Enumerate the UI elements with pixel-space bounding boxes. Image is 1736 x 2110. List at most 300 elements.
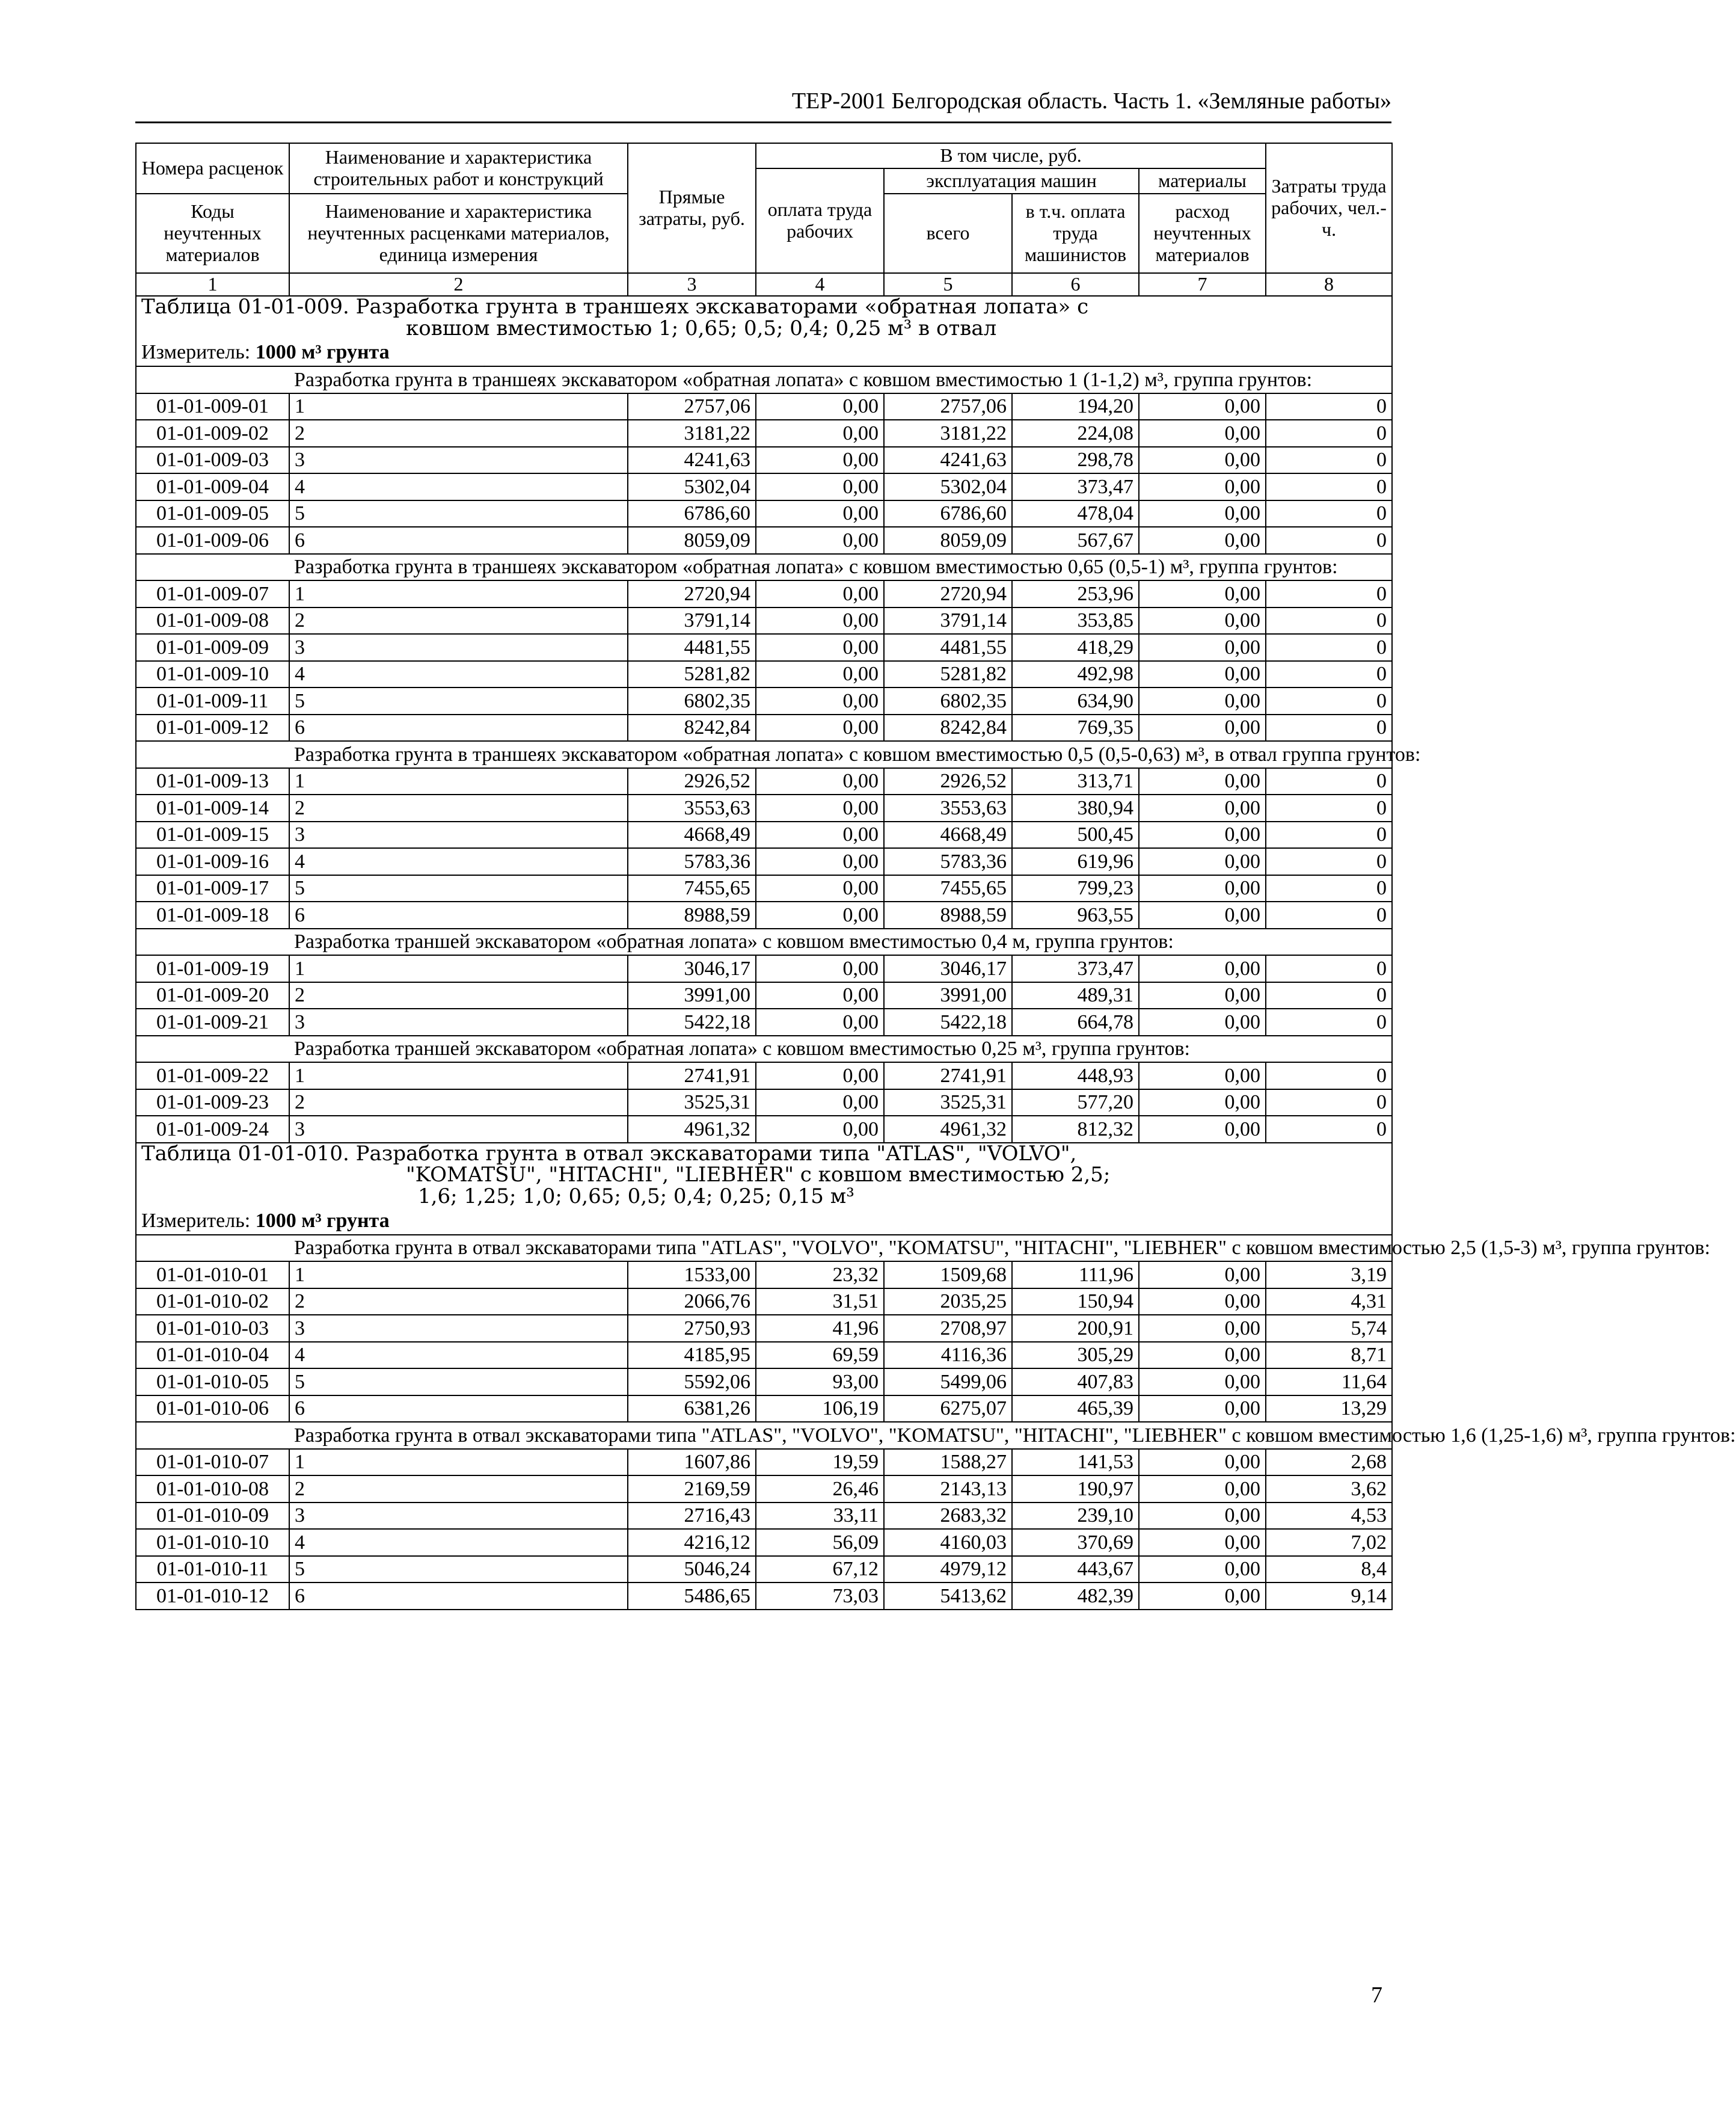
rate-code: 01-01-009-07 [136,580,289,607]
column-numbers-row [136,273,1392,296]
direct-costs: 4668,49 [628,822,756,849]
direct-costs: 5302,04 [628,473,756,500]
group-heading-row [136,1422,1392,1449]
wages: 41,96 [756,1315,884,1342]
wages: 0,00 [756,715,884,742]
machinist-wages: 141,53 [1012,1449,1139,1476]
labor-hours: 0 [1266,822,1392,849]
machines-total: 7455,65 [884,875,1012,902]
soil-group: 6 [289,902,628,929]
labor-hours: 0 [1266,607,1392,635]
table-row [136,580,1392,607]
rate-code: 01-01-009-10 [136,661,289,688]
machinist-wages: 150,94 [1012,1288,1139,1315]
table-row [136,527,1392,554]
rate-code: 01-01-009-22 [136,1062,289,1089]
direct-costs: 7455,65 [628,875,756,902]
machinist-wages: 577,20 [1012,1089,1139,1116]
group-heading: Разработка грунта в траншеях экскаватором «обратная лопата» с ковшом вместимостью 1 (1-1,2) м³, группа грунтов: [289,366,1392,393]
wages: 0,00 [756,768,884,795]
materials: 0,00 [1139,1449,1266,1476]
machines-total: 3991,00 [884,982,1012,1009]
labor-hours: 9,14 [1266,1582,1392,1610]
column-number: 4 [756,273,884,296]
direct-costs: 3525,31 [628,1089,756,1116]
direct-costs: 3791,14 [628,607,756,635]
wages: 73,03 [756,1582,884,1610]
machinist-wages: 963,55 [1012,902,1139,929]
table-row [136,1009,1392,1036]
labor-hours: 0 [1266,527,1392,554]
direct-costs: 2720,94 [628,580,756,607]
machinist-wages: 465,39 [1012,1395,1139,1423]
table-header [136,143,1392,296]
table-row [136,473,1392,500]
materials: 0,00 [1139,1288,1266,1315]
col-machinist-wages-header: в т.ч. оплата труда машинистов [1012,194,1139,273]
rate-code: 01-01-009-18 [136,902,289,929]
machinist-wages: 224,08 [1012,420,1139,447]
materials: 0,00 [1139,955,1266,982]
wages: 0,00 [756,822,884,849]
labor-hours: 0 [1266,875,1392,902]
materials: 0,00 [1139,1342,1266,1369]
direct-costs: 4185,95 [628,1342,756,1369]
machines-total: 3046,17 [884,955,1012,982]
table-title-line: ковшом вместимостью 1; 0,65; 0,5; 0,4; 0,25 м³ в отвал [406,316,997,340]
running-header-text: ТЕР-2001 Белгородская область. Часть 1. «Земляные работы» [791,88,1391,114]
direct-costs: 6802,35 [628,687,756,715]
wages: 0,00 [756,902,884,929]
table-row [136,715,1392,742]
materials: 0,00 [1139,875,1266,902]
materials: 0,00 [1139,1475,1266,1503]
rate-code: 01-01-009-15 [136,822,289,849]
machinist-wages: 482,39 [1012,1582,1139,1610]
wages: 0,00 [756,1009,884,1036]
rate-code: 01-01-009-09 [136,634,289,661]
soil-group: 6 [289,1582,628,1610]
rate-code: 01-01-009-20 [136,982,289,1009]
measure-label: Измеритель: [141,341,251,364]
rate-code: 01-01-009-16 [136,848,289,875]
machines-total: 8988,59 [884,902,1012,929]
wages: 0,00 [756,848,884,875]
wages: 69,59 [756,1342,884,1369]
machinist-wages: 664,78 [1012,1009,1139,1036]
soil-group: 4 [289,473,628,500]
labor-hours: 2,68 [1266,1449,1392,1476]
rate-code: 01-01-010-06 [136,1395,289,1423]
group-heading-spacer [136,929,289,956]
soil-group: 2 [289,1089,628,1116]
direct-costs: 2169,59 [628,1475,756,1503]
materials: 0,00 [1139,527,1266,554]
wages: 19,59 [756,1449,884,1476]
machines-total: 4481,55 [884,634,1012,661]
rate-code: 01-01-009-01 [136,393,289,420]
table-row [136,1342,1392,1369]
labor-hours: 0 [1266,393,1392,420]
machines-total: 4241,63 [884,447,1012,474]
rate-code: 01-01-010-01 [136,1261,289,1288]
direct-costs: 3991,00 [628,982,756,1009]
soil-group: 5 [289,875,628,902]
wages: 0,00 [756,955,884,982]
machines-total: 4668,49 [884,822,1012,849]
soil-group: 2 [289,795,628,822]
direct-costs: 4961,32 [628,1116,756,1143]
column-number: 6 [1012,273,1139,296]
table-row [136,1116,1392,1143]
machines-total: 3181,22 [884,420,1012,447]
table-title-line: Таблица 01-01-010. Разработка грунта в отвал экскаваторами типа "ATLAS", "VOLVO", [141,1141,1077,1166]
soil-group: 5 [289,1556,628,1583]
table-row [136,982,1392,1009]
measure-row [136,1208,1392,1235]
direct-costs: 8988,59 [628,902,756,929]
direct-costs: 5046,24 [628,1556,756,1583]
machinist-wages: 253,96 [1012,580,1139,607]
labor-hours: 7,02 [1266,1529,1392,1556]
wages: 0,00 [756,1089,884,1116]
wages: 67,12 [756,1556,884,1583]
soil-group: 2 [289,1475,628,1503]
machines-total: 5302,04 [884,473,1012,500]
table-title-row [136,1143,1392,1208]
direct-costs: 3553,63 [628,795,756,822]
rate-code: 01-01-009-13 [136,768,289,795]
group-heading-spacer [136,1036,289,1063]
labor-hours: 4,53 [1266,1503,1392,1530]
rate-code: 01-01-010-05 [136,1368,289,1395]
materials: 0,00 [1139,848,1266,875]
labor-hours: 3,62 [1266,1475,1392,1503]
labor-hours: 0 [1266,902,1392,929]
soil-group: 3 [289,822,628,849]
direct-costs: 6786,60 [628,500,756,528]
table-row [136,1089,1392,1116]
wages: 0,00 [756,634,884,661]
machinist-wages: 492,98 [1012,661,1139,688]
direct-costs: 1533,00 [628,1261,756,1288]
wages: 0,00 [756,795,884,822]
table-title [136,1143,1392,1208]
machines-total: 4979,12 [884,1556,1012,1583]
labor-hours: 0 [1266,580,1392,607]
direct-costs: 2926,52 [628,768,756,795]
wages: 0,00 [756,607,884,635]
group-heading-spacer [136,554,289,581]
materials: 0,00 [1139,500,1266,528]
machines-total: 2143,13 [884,1475,1012,1503]
group-heading: Разработка грунта в отвал экскаваторами типа "ATLAS", "VOLVO", "KOMATSU", "HITACHI", "LIEBHER" с ковшом вместимостью 2,5 (1,5-3) м³, группа грунтов: [289,1235,1392,1262]
col-labor-hours-header: Затраты труда рабочих, чел.-ч. [1266,143,1392,273]
machines-total: 6275,07 [884,1395,1012,1423]
materials: 0,00 [1139,795,1266,822]
soil-group: 1 [289,580,628,607]
soil-group: 6 [289,715,628,742]
group-heading-row [136,366,1392,393]
column-number: 5 [884,273,1012,296]
measure-value: 1000 м³ грунта [255,341,390,364]
machinist-wages: 407,83 [1012,1368,1139,1395]
rate-code: 01-01-010-08 [136,1475,289,1503]
labor-hours: 0 [1266,687,1392,715]
machines-total: 2741,91 [884,1062,1012,1089]
machines-total: 1588,27 [884,1449,1012,1476]
direct-costs: 6381,26 [628,1395,756,1423]
machines-total: 8242,84 [884,715,1012,742]
col-machines-total-header: всего [884,194,1012,273]
materials: 0,00 [1139,1503,1266,1530]
direct-costs: 5486,65 [628,1582,756,1610]
wages: 0,00 [756,393,884,420]
machines-total: 2720,94 [884,580,1012,607]
table-row [136,822,1392,849]
group-heading-row [136,1036,1392,1063]
soil-group: 4 [289,848,628,875]
group-heading-row [136,1235,1392,1262]
column-number: 8 [1266,273,1392,296]
materials: 0,00 [1139,634,1266,661]
column-number: 7 [1139,273,1266,296]
soil-group: 5 [289,687,628,715]
wages: 0,00 [756,447,884,474]
table-title-line: 1,6; 1,25; 1,0; 0,65; 0,5; 0,4; 0,25; 0,15 м³ [418,1184,854,1209]
table-row [136,1315,1392,1342]
group-heading-spacer [136,366,289,393]
soil-group: 3 [289,1116,628,1143]
machinist-wages: 380,94 [1012,795,1139,822]
direct-costs: 2716,43 [628,1503,756,1530]
labor-hours: 0 [1266,473,1392,500]
machinist-wages: 298,78 [1012,447,1139,474]
col-unaccounted-materials-header: расход неучтенных материалов [1139,194,1266,273]
materials: 0,00 [1139,661,1266,688]
wages: 93,00 [756,1368,884,1395]
wages: 0,00 [756,1062,884,1089]
machinist-wages: 478,04 [1012,500,1139,528]
table-title-line: Таблица 01-01-009. Разработка грунта в траншеях экскаваторами «обратная лопата» с [141,294,1089,319]
machines-total: 6786,60 [884,500,1012,528]
machinist-wages: 634,90 [1012,687,1139,715]
machines-total: 5783,36 [884,848,1012,875]
materials: 0,00 [1139,393,1266,420]
rate-code: 01-01-010-12 [136,1582,289,1610]
rate-code: 01-01-009-02 [136,420,289,447]
direct-costs: 5592,06 [628,1368,756,1395]
rate-code: 01-01-009-23 [136,1089,289,1116]
labor-hours: 3,19 [1266,1261,1392,1288]
direct-costs: 4241,63 [628,447,756,474]
group-heading: Разработка грунта в траншеях экскаватором «обратная лопата» с ковшом вместимостью 0,65 (0,5-1) м³, группа грунтов: [289,554,1392,581]
materials: 0,00 [1139,1395,1266,1423]
table-row [136,1288,1392,1315]
col-material-name-header: Наименование и характеристика неучтенных расценками материалов, единица измерения [289,194,628,273]
wages: 33,11 [756,1503,884,1530]
soil-group: 1 [289,955,628,982]
soil-group: 1 [289,1261,628,1288]
rate-code: 01-01-009-24 [136,1116,289,1143]
group-heading-row [136,554,1392,581]
page-number: 7 [1371,1982,1382,2008]
soil-group: 6 [289,1395,628,1423]
labor-hours: 0 [1266,1009,1392,1036]
direct-costs: 2741,91 [628,1062,756,1089]
wages: 0,00 [756,580,884,607]
rate-code: 01-01-009-06 [136,527,289,554]
table-row [136,1529,1392,1556]
labor-hours: 8,71 [1266,1342,1392,1369]
column-number: 2 [289,273,628,296]
labor-hours: 11,64 [1266,1368,1392,1395]
wages: 56,09 [756,1529,884,1556]
group-heading: Разработка траншей экскаватором «обратная лопата» с ковшом вместимостью 0,25 м³, группа грунтов: [289,1036,1392,1063]
wages: 31,51 [756,1288,884,1315]
wages: 106,19 [756,1395,884,1423]
group-heading-spacer [136,1235,289,1262]
direct-costs: 8059,09 [628,527,756,554]
direct-costs: 5422,18 [628,1009,756,1036]
materials: 0,00 [1139,473,1266,500]
table-title-line: "KOMATSU", "HITACHI", "LIEBHER" с ковшом вместимостью 2,5; [406,1163,1111,1187]
labor-hours: 4,31 [1266,1288,1392,1315]
machinist-wages: 443,67 [1012,1556,1139,1583]
labor-hours: 0 [1266,1089,1392,1116]
labor-hours: 0 [1266,420,1392,447]
table-row [136,687,1392,715]
direct-costs: 2757,06 [628,393,756,420]
group-heading-spacer [136,1422,289,1449]
table-row [136,875,1392,902]
soil-group: 1 [289,393,628,420]
direct-costs: 5281,82 [628,661,756,688]
materials: 0,00 [1139,902,1266,929]
rates-table [135,143,1736,1610]
machines-total: 5281,82 [884,661,1012,688]
machines-total: 2683,32 [884,1503,1012,1530]
wages: 0,00 [756,527,884,554]
soil-group: 4 [289,661,628,688]
materials: 0,00 [1139,822,1266,849]
machines-total: 3791,14 [884,607,1012,635]
table-row [136,1556,1392,1583]
rate-code: 01-01-009-17 [136,875,289,902]
rate-code: 01-01-009-05 [136,500,289,528]
machinist-wages: 190,97 [1012,1475,1139,1503]
machines-total: 2757,06 [884,393,1012,420]
materials: 0,00 [1139,1261,1266,1288]
rate-code: 01-01-010-11 [136,1556,289,1583]
soil-group: 2 [289,420,628,447]
materials: 0,00 [1139,1529,1266,1556]
col-codes-header: Номера расценок [136,143,289,194]
rate-code: 01-01-009-12 [136,715,289,742]
measure-unit [136,1208,1392,1235]
soil-group: 3 [289,1009,628,1036]
table-row [136,447,1392,474]
wages: 0,00 [756,982,884,1009]
rate-code: 01-01-009-14 [136,795,289,822]
machines-total: 2035,25 [884,1288,1012,1315]
table-row [136,1368,1392,1395]
table-row [136,1503,1392,1530]
table-row [136,1475,1392,1503]
machinist-wages: 373,47 [1012,955,1139,982]
col-direct-costs-header: Прямые затраты, руб. [628,143,756,273]
col-materials-header: материалы [1139,168,1266,194]
group-heading-row [136,741,1392,768]
soil-group: 4 [289,1529,628,1556]
soil-group: 3 [289,634,628,661]
machinist-wages: 111,96 [1012,1261,1139,1288]
direct-costs: 3046,17 [628,955,756,982]
group-heading: Разработка грунта в отвал экскаваторами типа "ATLAS", "VOLVO", "KOMATSU", "HITACHI", "LIEBHER" с ковшом вместимостью 1,6 (1,25-1,6) м³, группа грунтов: [289,1422,1392,1449]
materials: 0,00 [1139,982,1266,1009]
rate-code: 01-01-010-04 [136,1342,289,1369]
column-number: 3 [628,273,756,296]
table-row [136,634,1392,661]
machines-total: 4116,36 [884,1342,1012,1369]
column-number: 1 [136,273,289,296]
machinist-wages: 194,20 [1012,393,1139,420]
machines-total: 6802,35 [884,687,1012,715]
table-row [136,1449,1392,1476]
materials: 0,00 [1139,1556,1266,1583]
col-wages-header: оплата труда рабочих [756,168,884,273]
rate-code: 01-01-010-02 [136,1288,289,1315]
labor-hours: 5,74 [1266,1315,1392,1342]
machinist-wages: 567,67 [1012,527,1139,554]
col-machines-header: эксплуатация машин [884,168,1139,194]
direct-costs: 3181,22 [628,420,756,447]
rate-code: 01-01-010-09 [136,1503,289,1530]
soil-group: 2 [289,607,628,635]
table-row [136,393,1392,420]
table-row [136,607,1392,635]
direct-costs: 4216,12 [628,1529,756,1556]
table-title [136,296,1392,339]
materials: 0,00 [1139,1116,1266,1143]
group-heading: Разработка траншей экскаватором «обратная лопата» с ковшом вместимостью 0,4 м, группа грунтов: [289,929,1392,956]
measure-unit [136,339,1392,366]
labor-hours: 0 [1266,500,1392,528]
wages: 23,32 [756,1261,884,1288]
machines-total: 1509,68 [884,1261,1012,1288]
machines-total: 5499,06 [884,1368,1012,1395]
table-row [136,420,1392,447]
machinist-wages: 769,35 [1012,715,1139,742]
col-group-header: В том числе, руб. [756,143,1266,168]
labor-hours: 0 [1266,955,1392,982]
soil-group: 3 [289,447,628,474]
labor-hours: 0 [1266,1062,1392,1089]
labor-hours: 8,4 [1266,1556,1392,1583]
labor-hours: 0 [1266,447,1392,474]
machines-total: 3525,31 [884,1089,1012,1116]
labor-hours: 0 [1266,715,1392,742]
materials: 0,00 [1139,607,1266,635]
table-row [136,848,1392,875]
soil-group: 3 [289,1315,628,1342]
machines-total: 8059,09 [884,527,1012,554]
labor-hours: 0 [1266,795,1392,822]
table-row [136,795,1392,822]
rate-code: 01-01-009-04 [136,473,289,500]
labor-hours: 0 [1266,848,1392,875]
materials: 0,00 [1139,447,1266,474]
